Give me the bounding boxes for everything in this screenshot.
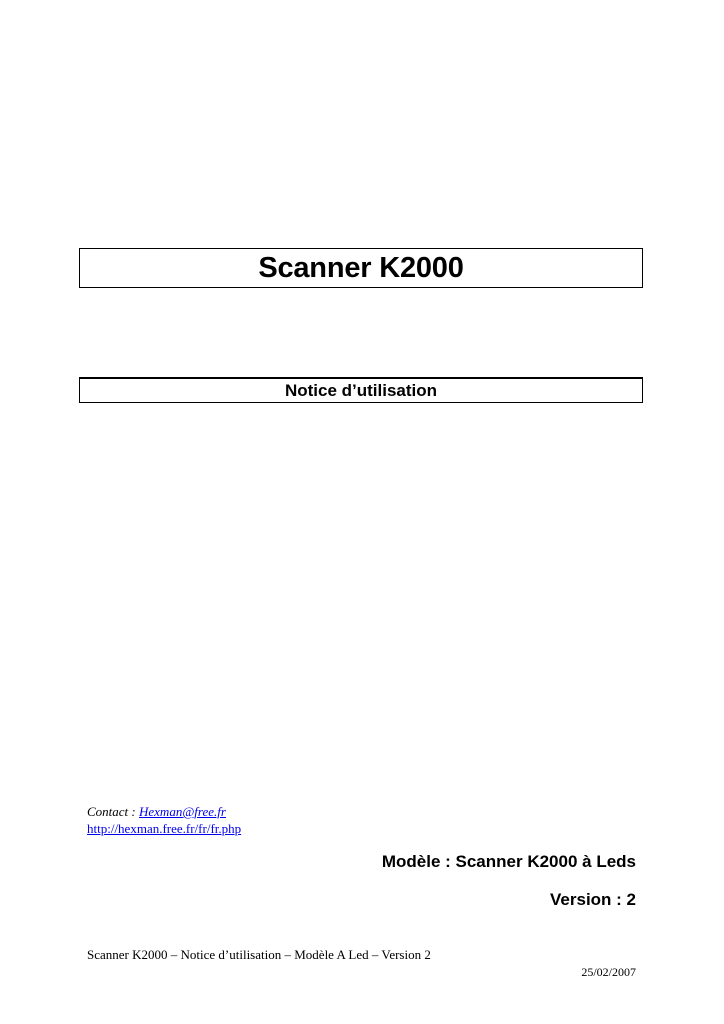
document-subtitle: Notice d’utilisation <box>284 381 438 400</box>
website-link[interactable]: http://hexman.free.fr/fr/fr.php <box>87 821 242 836</box>
title-box <box>79 248 643 288</box>
subtitle-box <box>79 377 643 403</box>
footer-date: 25/02/2007 <box>581 965 636 979</box>
contact-block <box>87 803 241 837</box>
contact-line <box>87 803 241 820</box>
contact-label: Contact : <box>87 804 139 819</box>
model-heading: Modèle : Scanner K2000 à Leds <box>381 852 636 871</box>
website-line <box>87 820 241 837</box>
document-title: Scanner K2000 <box>258 251 464 284</box>
version-heading: Version : 2 <box>550 890 636 909</box>
contact-email-link[interactable]: Hexman@free.fr <box>139 804 226 819</box>
footer-text: Scanner K2000 – Notice d’utilisation – Modèle A Led – Version 2 <box>87 947 431 962</box>
